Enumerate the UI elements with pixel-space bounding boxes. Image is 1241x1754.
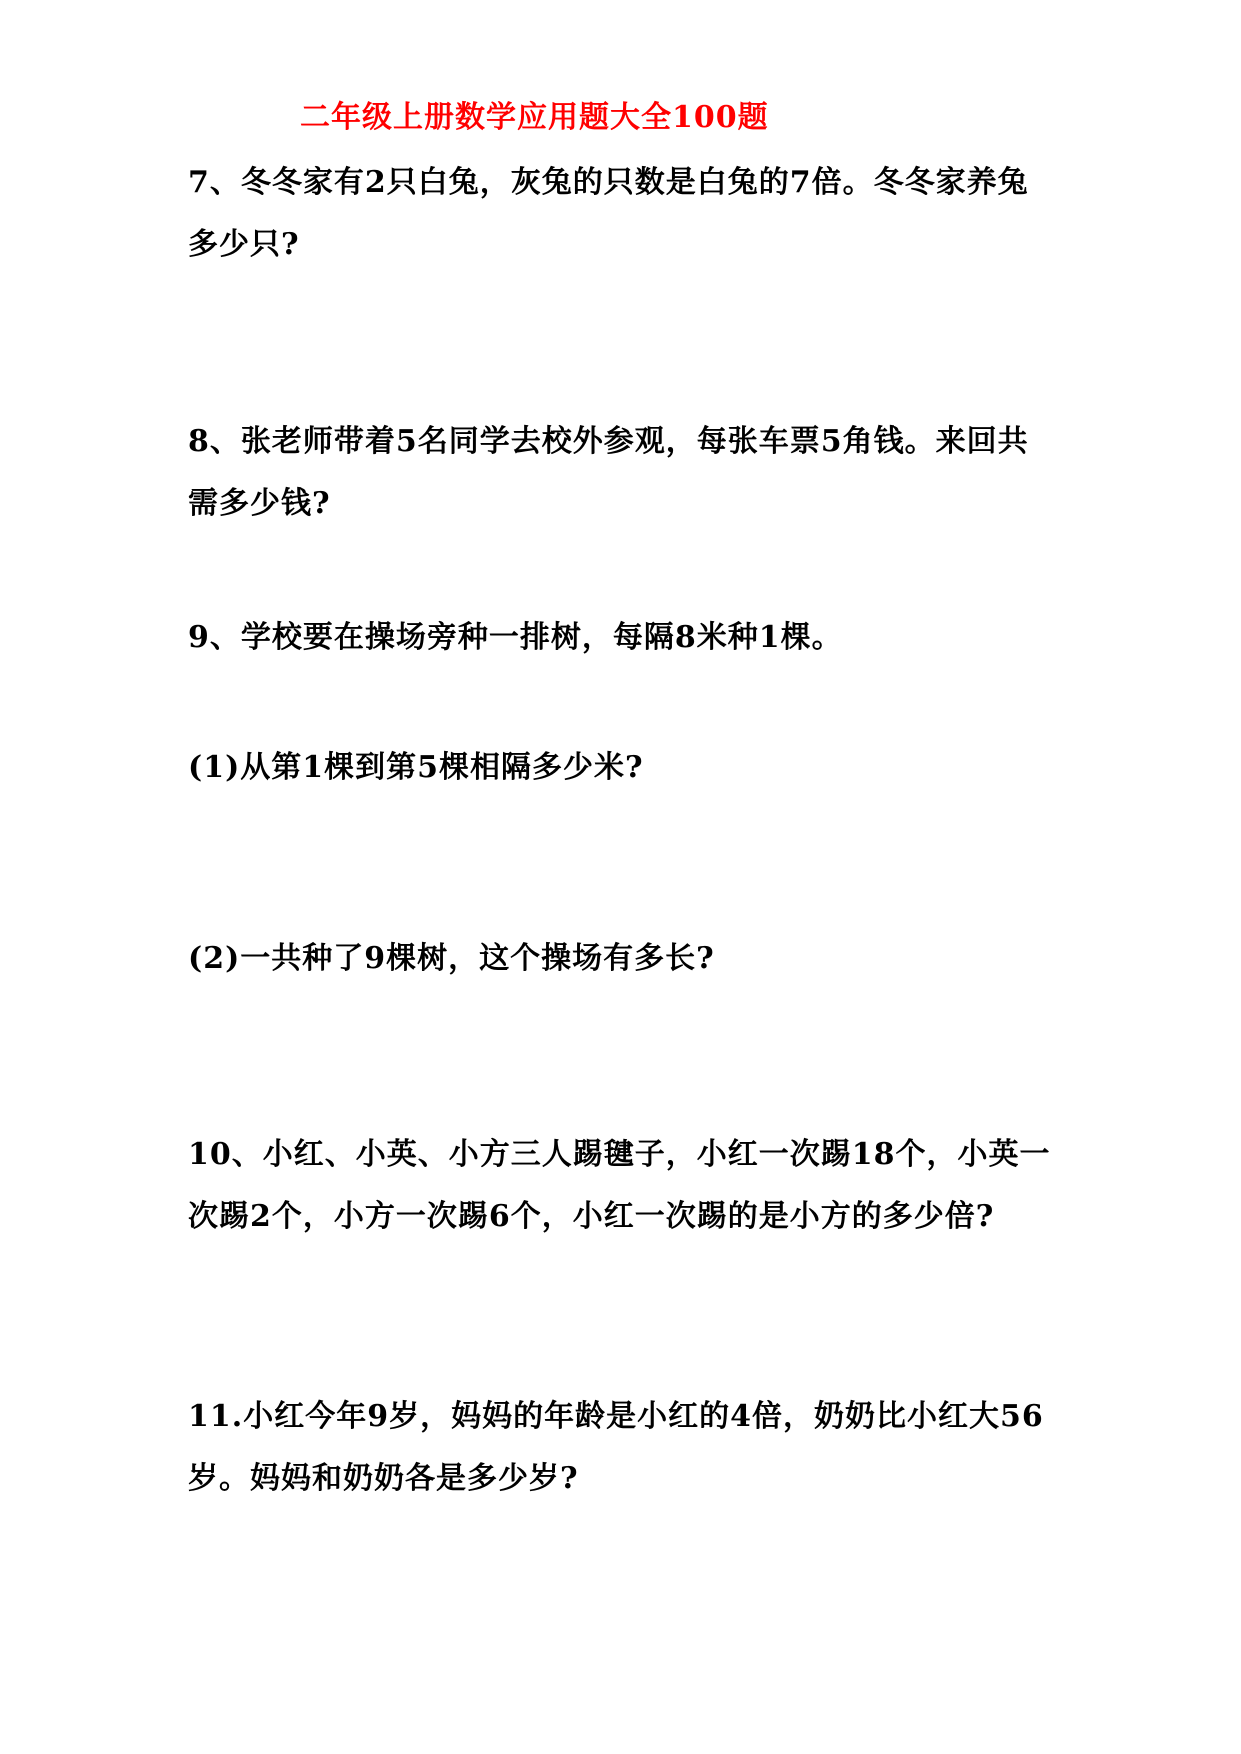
- question-9: 9、学校要在操场旁种一排树，每隔8米种1棵。: [188, 620, 843, 655]
- question-9-part-1: (1)从第1棵到第5棵相隔多少米?: [188, 750, 644, 785]
- question-7: 7、冬冬家有2只白兔，灰兔的只数是白兔的7倍。冬冬家养兔多少只?: [188, 165, 1029, 262]
- question-9-part-2: (2)一共种了9棵树，这个操场有多长?: [188, 941, 715, 976]
- question-10: 10、小红、小英、小方三人踢毽子，小红一次踢18个，小英一次踢2个，小方一次踢6个，小红一次踢的是小方的多少倍?: [188, 1137, 1051, 1234]
- question-11: 11.小红今年9岁，妈妈的年龄是小红的4倍，奶奶比小红大56岁。妈妈和奶奶各是多少岁?: [188, 1399, 1044, 1496]
- question-8: 8、张老师带着5名同学去校外参观，每张车票5角钱。来回共需多少钱?: [188, 424, 1029, 521]
- page-title: 二年级上册数学应用题大全100题: [300, 100, 769, 135]
